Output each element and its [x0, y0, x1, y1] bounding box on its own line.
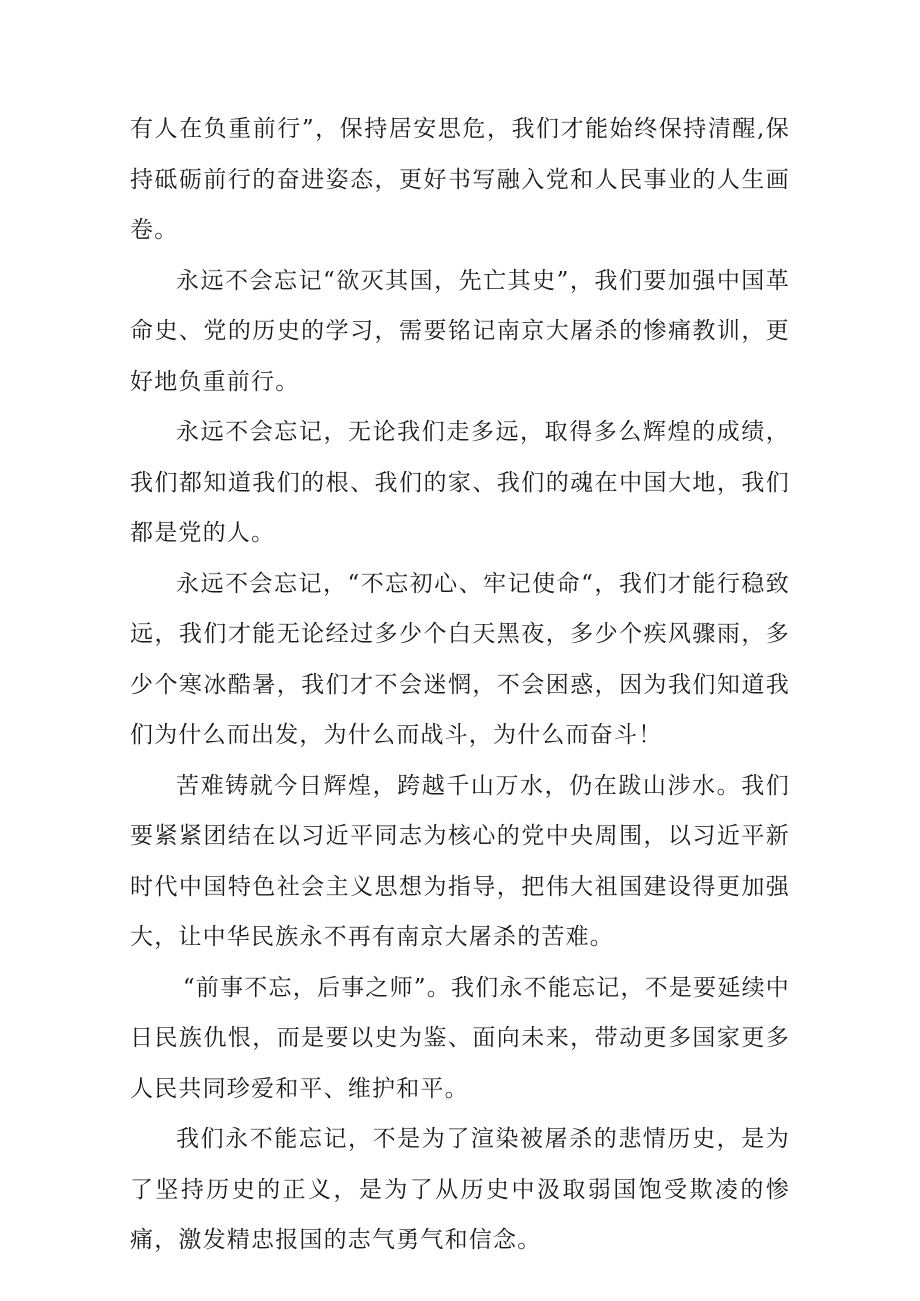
paragraph: 永远不会忘记“欲灭其国，先亡其史”，我们要加强中国革命史、党的历史的学习，需要铭记南京大屠杀的惨痛教训，更好地负重前行。 — [130, 267, 790, 395]
paragraph: 苦难铸就今日辉煌，跨越千山万水，仍在跋山涉水。我们要紧紧团结在以习近平同志为核心的党中央周围，以习近平新时代中国特色社会主义思想为指导，把伟大祖国建设得更加强大，让中华民族永不再有南京大屠杀的苦难。 — [130, 772, 790, 950]
paragraph: 永远不会忘记，无论我们走多远，取得多么辉煌的成绩，我们都知道我们的根、我们的家、我们的魂在中国大地，我们都是党的人。 — [130, 419, 790, 546]
paragraph: 我们永不能忘记，不是为了渲染被屠杀的悲情历史，是为了坚持历史的正义，是为了从历史中汲取弱国饱受欺凌的惨痛，激发精忠报国的志气勇气和信念。 — [130, 1126, 790, 1253]
paragraph-continuation: 有人在负重前行”，保持居安思危，我们才能始终保持清醒,保持砥砺前行的奋进姿态，更好书写融入党和人民事业的人生画卷。 — [130, 116, 790, 243]
paragraph: 永远不会忘记，“不忘初心、牢记使命“，我们才能行稳致远，我们才能无论经过多少个白天黑夜，多少个疾风骤雨，多少个寒冰酷暑，我们才不会迷惘，不会困惑，因为我们知道我们为什么而出发，为什么而战斗，为什么而奋斗！ — [130, 570, 790, 748]
document-body — [130, 104, 790, 1266]
paragraph: “前事不忘，后事之师”。我们永不能忘记，不是要延续中日民族仇恨，而是要以史为鉴、面向未来，带动更多国家更多人民共同珍爱和平、维护和平。 — [130, 974, 790, 1102]
